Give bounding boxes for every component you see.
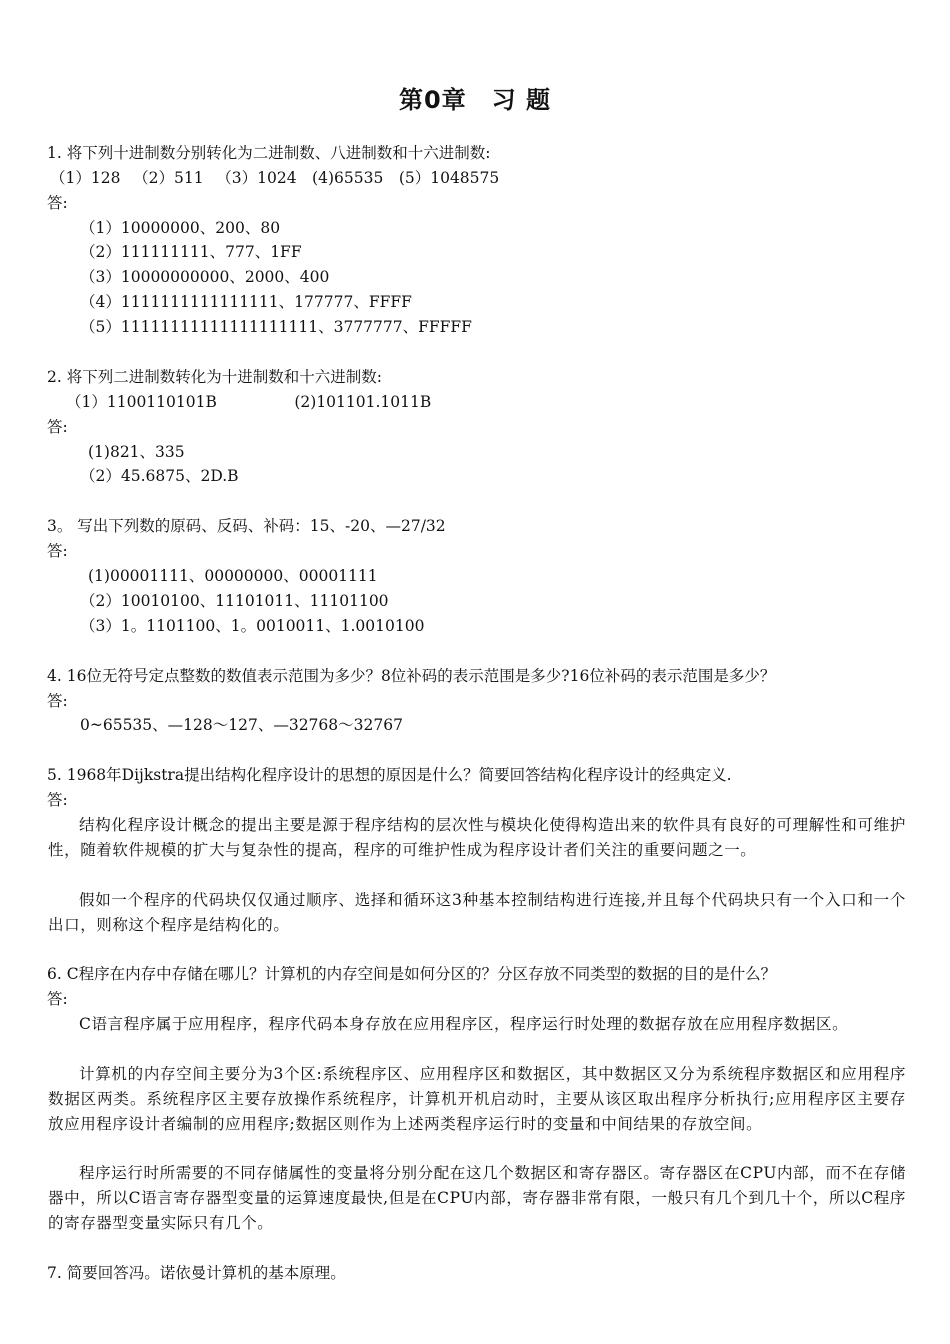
- question-1-items: （1）128 （2）511 （3）1024 (4)65535 (5）1048575: [50, 169, 500, 187]
- answer-4: 0~65535、—128～127、—32768～32767: [80, 716, 403, 734]
- answer-label-4: 答:: [47, 692, 68, 710]
- question-4: 4. 16位无符号定点整数的数值表示范围为多少？8位补码的表示范围是多少?16位补码的表示范围是多少？: [47, 667, 776, 685]
- answer-3-line: (1)00001111、00000000、00001111: [88, 567, 378, 585]
- answer-label-5: 答:: [47, 791, 68, 809]
- question-1: 1. 将下列十进制数分别转化为二进制数、八进制数和十六进制数:: [47, 144, 491, 162]
- answer-5-paragraph: 假如一个程序的代码块仅仅通过顺序、选择和循环这3种基本控制结构进行连接,并且每个代码块只有一个入口和一个出口，则称这个程序是结构化的。: [48, 891, 906, 934]
- answer-1-line: （1）10000000、200、80: [80, 219, 281, 237]
- question-3: 3。 写出下列数的原码、反码、补码：15、-20、—27/32: [47, 517, 446, 535]
- answer-1-line: （4）1111111111111111、177777、FFFF: [80, 293, 412, 311]
- question-5: 5. 1968年Dijkstra提出结构化程序设计的思想的原因是什么？简要回答结构化程序设计的经典定义.: [47, 766, 732, 784]
- answer-1-line: （2）111111111、777、1FF: [80, 243, 302, 261]
- question-2: 2. 将下列二进制数转化为十进制数和十六进制数:: [47, 368, 382, 386]
- answer-2-line: （2）45.6875、2D.B: [80, 467, 239, 485]
- question-2-items: （1）1100110101B (2)101101.1011B: [66, 393, 432, 411]
- answer-label-6: 答:: [47, 990, 68, 1008]
- answer-3-line: （2）10010100、11101011、11101100: [80, 592, 389, 610]
- answer-2-line: (1)821、335: [88, 443, 185, 461]
- answer-3-line: （3）1。1101100、1。0010011、1.0010100: [80, 617, 425, 635]
- question-7: 7. 简要回答冯。诺依曼计算机的基本原理。: [47, 1264, 346, 1282]
- answer-label-1: 答:: [47, 194, 68, 212]
- answer-1-line: （3）10000000000、2000、400: [80, 268, 330, 286]
- question-6: 6. C程序在内存中存储在哪儿？计算机的内存空间是如何分区的？分区存放不同类型的数据的目的是什么？: [47, 965, 777, 983]
- answer-6-paragraph: 计算机的内存空间主要分为3个区:系统程序区、应用程序区和数据区，其中数据区又分为系统程序数据区和应用程序数据区两类。系统程序区主要存放操作系统程序，计算机开机启动时，主要从该区取出程序分析执行;应用程序区主要存放应用程序设计者编制的应用程序;数据区则作为上述两类程序运行时的变量和中间结果的存放空间。: [48, 1065, 906, 1133]
- answer-label-3: 答:: [47, 542, 68, 560]
- page-title: 第0章 习 题: [398, 86, 552, 114]
- answer-6-paragraph: C语言程序属于应用程序，程序代码本身存放在应用程序区，程序运行时处理的数据存放在应用程序数据区。: [79, 1015, 849, 1033]
- answer-1-line: （5）11111111111111111111、3777777、FFFFF: [80, 318, 472, 336]
- answer-6-paragraph: 程序运行时所需要的不同存储属性的变量将分别分配在这几个数据区和寄存器区。寄存器区在CPU内部，而不在存储器中，所以C语言寄存器型变量的运算速度最快,但是在CPU内部，寄存器非常有限，一般只有几个到几十个，所以C程序的寄存器型变量实际只有几个。: [48, 1164, 906, 1232]
- answer-label-2: 答:: [47, 418, 68, 436]
- answer-5-paragraph: 结构化程序设计概念的提出主要是源于程序结构的层次性与模块化使得构造出来的软件具有良好的可理解性和可维护性，随着软件规模的扩大与复杂性的提高，程序的可维护性成为程序设计者们关注的重要问题之一。: [48, 816, 906, 859]
